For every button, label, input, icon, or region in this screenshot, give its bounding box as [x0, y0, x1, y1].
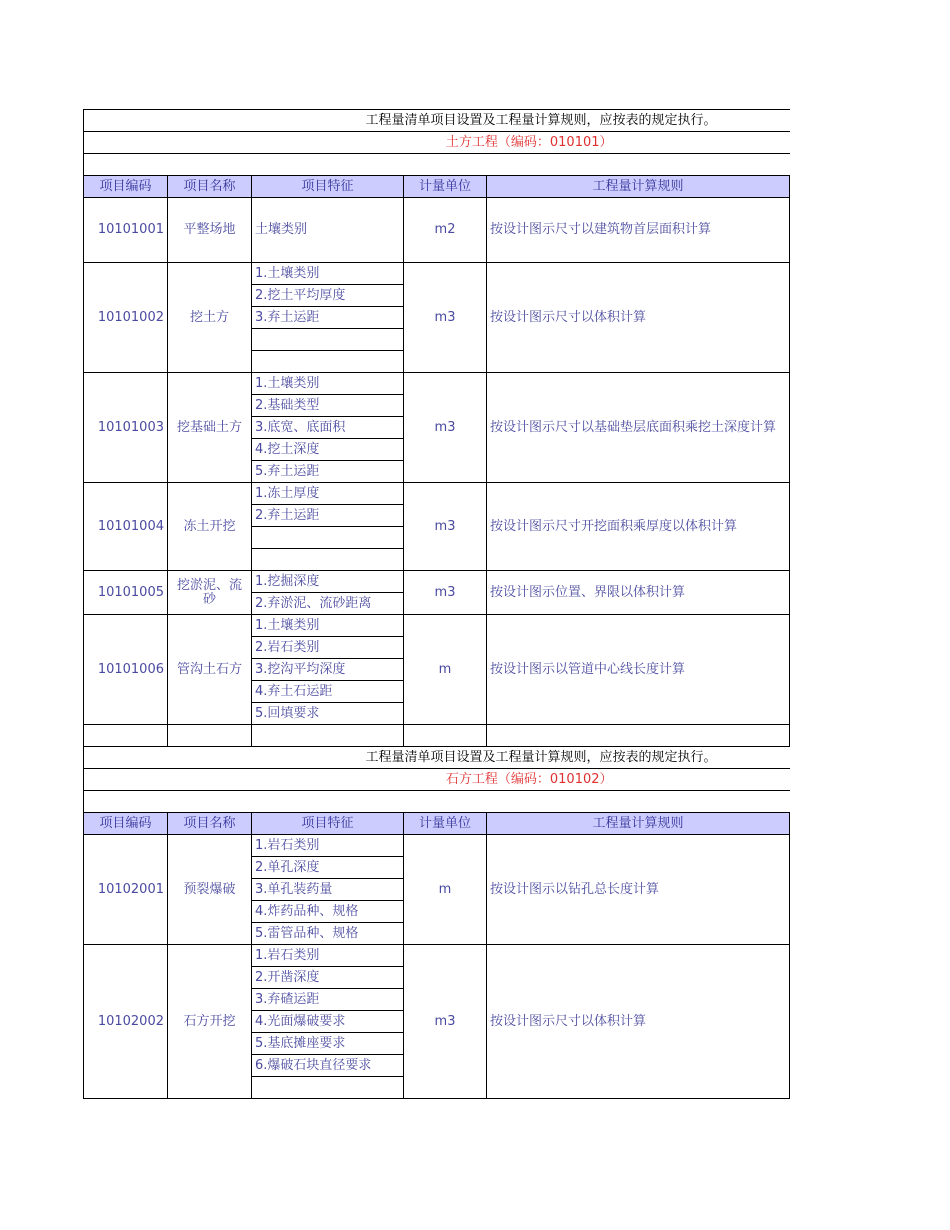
empty-cell [252, 725, 404, 747]
item-name: 挖基础土方 [168, 373, 252, 483]
item-name: 挖淤泥、流砂 [168, 571, 252, 615]
item-feature: 4.炸药品种、规格 [252, 901, 404, 923]
table-row [84, 615, 790, 637]
table-row [84, 373, 790, 395]
column-header: 项目特征 [252, 813, 404, 835]
empty-cell [487, 725, 790, 747]
spacer-row [84, 725, 790, 747]
item-unit: m3 [404, 483, 487, 571]
item-feature [252, 527, 404, 549]
item-feature: 土壤类别 [252, 198, 404, 263]
item-feature: 2.弃土运距 [252, 505, 404, 527]
item-name: 冻土开挖 [168, 483, 252, 571]
item-feature: 3.挖沟平均深度 [252, 659, 404, 681]
item-feature: 5.弃土运距 [252, 461, 404, 483]
item-feature: 1.岩石类别 [252, 835, 404, 857]
item-feature: 2.岩石类别 [252, 637, 404, 659]
item-unit: m2 [404, 198, 487, 263]
item-feature: 1.土壤类别 [252, 263, 404, 285]
item-feature [252, 351, 404, 373]
item-feature: 1.土壤类别 [252, 615, 404, 637]
item-code: 10101001 [84, 198, 168, 263]
item-feature [252, 549, 404, 571]
empty-cell [84, 725, 168, 747]
item-feature [252, 329, 404, 351]
item-rule: 按设计图示尺寸以体积计算 [487, 263, 790, 373]
item-feature: 3.弃碴运距 [252, 989, 404, 1011]
title-row [84, 769, 790, 791]
item-feature: 2.开凿深度 [252, 967, 404, 989]
table-row [84, 571, 790, 593]
bill-of-quantities-table [83, 109, 790, 1099]
item-feature: 1.冻土厚度 [252, 483, 404, 505]
column-header: 计量单位 [404, 176, 487, 198]
item-feature: 2.单孔深度 [252, 857, 404, 879]
item-feature: 5.基底摊座要求 [252, 1033, 404, 1055]
item-code: 10102002 [84, 945, 168, 1099]
item-rule: 按设计图示以钻孔总长度计算 [487, 835, 790, 945]
item-feature: 4.挖土深度 [252, 439, 404, 461]
item-code: 10102001 [84, 835, 168, 945]
item-rule: 按设计图示以管道中心线长度计算 [487, 615, 790, 725]
item-unit: m3 [404, 571, 487, 615]
column-header: 项目编码 [84, 813, 168, 835]
item-rule: 按设计图示尺寸以建筑物首层面积计算 [487, 198, 790, 263]
item-code: 10101004 [84, 483, 168, 571]
item-feature: 1.挖掘深度 [252, 571, 404, 593]
item-feature: 5.雷管品种、规格 [252, 923, 404, 945]
item-name: 平整场地 [168, 198, 252, 263]
column-header: 项目名称 [168, 176, 252, 198]
title-row [84, 132, 790, 154]
item-unit: m [404, 615, 487, 725]
item-feature: 1.岩石类别 [252, 945, 404, 967]
item-feature: 3.底宽、底面积 [252, 417, 404, 439]
item-unit: m3 [404, 263, 487, 373]
item-name: 挖土方 [168, 263, 252, 373]
table-row [84, 483, 790, 505]
header-row [84, 176, 790, 198]
empty-cell [404, 725, 487, 747]
item-feature: 6.爆破石块直径要求 [252, 1055, 404, 1077]
empty-cell [168, 725, 252, 747]
item-rule: 按设计图示尺寸开挖面积乘厚度以体积计算 [487, 483, 790, 571]
item-feature: 4.光面爆破要求 [252, 1011, 404, 1033]
item-feature: 3.弃土运距 [252, 307, 404, 329]
blank-cell [84, 154, 790, 176]
item-feature: 4.弃土石运距 [252, 681, 404, 703]
note-row [84, 110, 790, 132]
table-row [84, 835, 790, 857]
item-rule: 按设计图示尺寸以基础垫层底面积乘挖土深度计算 [487, 373, 790, 483]
item-feature [252, 1077, 404, 1099]
column-header: 项目编码 [84, 176, 168, 198]
item-code: 10101003 [84, 373, 168, 483]
item-rule: 按设计图示尺寸以体积计算 [487, 945, 790, 1099]
item-unit: m [404, 835, 487, 945]
item-feature: 2.基础类型 [252, 395, 404, 417]
item-code: 10101006 [84, 615, 168, 725]
item-feature: 2.挖土平均厚度 [252, 285, 404, 307]
column-header: 工程量计算规则 [487, 813, 790, 835]
header-row [84, 813, 790, 835]
column-header: 工程量计算规则 [487, 176, 790, 198]
item-name: 石方开挖 [168, 945, 252, 1099]
item-unit: m3 [404, 373, 487, 483]
item-code: 10101002 [84, 263, 168, 373]
blank-cell [84, 791, 790, 813]
column-header: 项目特征 [252, 176, 404, 198]
section-note: 工程量清单项目设置及工程量计算规则，应按表的规定执行。 [84, 747, 790, 769]
blank-row [84, 154, 790, 176]
table-row [84, 198, 790, 263]
column-header: 项目名称 [168, 813, 252, 835]
section-title: 土方工程（编码：010101） [84, 132, 790, 154]
item-feature: 3.单孔装药量 [252, 879, 404, 901]
section-title: 石方工程（编码：010102） [84, 769, 790, 791]
item-unit: m3 [404, 945, 487, 1099]
blank-row [84, 791, 790, 813]
section-note: 工程量清单项目设置及工程量计算规则，应按表的规定执行。 [84, 110, 790, 132]
item-code: 10101005 [84, 571, 168, 615]
item-name: 管沟土石方 [168, 615, 252, 725]
item-rule: 按设计图示位置、界限以体积计算 [487, 571, 790, 615]
item-feature: 1.土壤类别 [252, 373, 404, 395]
column-header: 计量单位 [404, 813, 487, 835]
note-row [84, 747, 790, 769]
table-row [84, 263, 790, 285]
item-feature: 2.弃淤泥、流砂距离 [252, 593, 404, 615]
table-row [84, 945, 790, 967]
item-feature: 5.回填要求 [252, 703, 404, 725]
item-name: 预裂爆破 [168, 835, 252, 945]
